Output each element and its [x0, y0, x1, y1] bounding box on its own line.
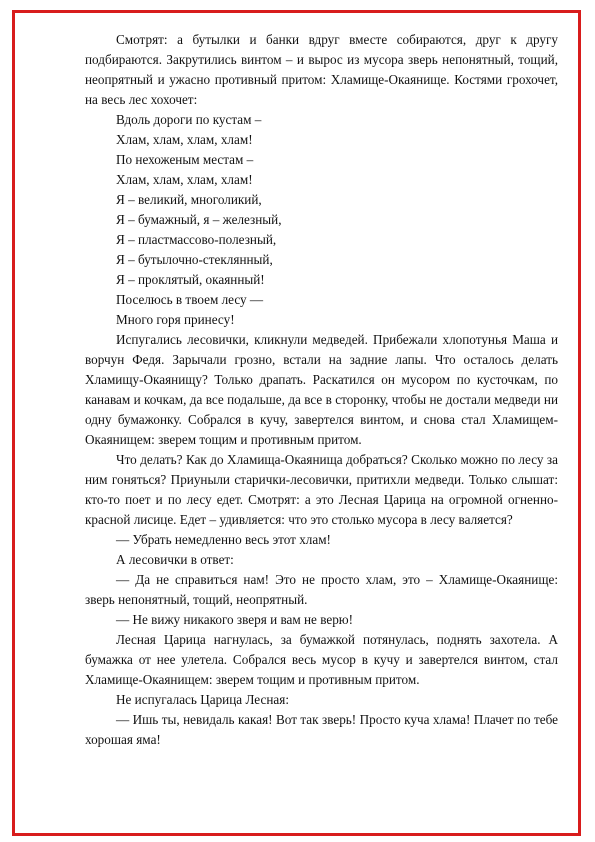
verse-line: Я – проклятый, окаянный! [116, 272, 265, 287]
dialogue-line: — Убрать немедленно весь этот хлам! [116, 532, 331, 547]
dialogue-line: — Ишь ты, невидаль какая! Вот так зверь! Просто куча хлама! Плачет по тебе хорошая яма! [85, 712, 558, 747]
dialogue-line: — Не вижу никакого зверя и вам не верю! [116, 612, 354, 627]
verse-line: Много горя принесу! [116, 312, 235, 327]
verse-line: Я – бутылочно-стеклянный, [116, 252, 273, 267]
verse-line: Хлам, хлам, хлам, хлам! [116, 172, 253, 187]
paragraph-queen-not-scared: Не испугалась Царица Лесная: [116, 692, 289, 707]
verse-line: Я – великий, многоликий, [116, 192, 262, 207]
paragraph-reply-intro: А лесовички в ответ: [116, 552, 234, 567]
document-body [85, 30, 558, 750]
verse-line: Хлам, хлам, хлам, хлам! [116, 132, 253, 147]
dialogue-line: — Да не справиться нам! Это не просто хлам, это – Хламище-Окаянище: зверь непонятный, тощий, неопрятный. [85, 572, 558, 607]
verse-line: Вдоль дороги по кустам – [116, 112, 262, 127]
verse-line: Я – пластмассово-полезный, [116, 232, 277, 247]
paragraph-bears: Испугались лесовички, кликнули медведей. Прибежали хлопотунья Маша и ворчун Федя. Зарычали грозно, встали на задние лапы. Что осталось делать Хламищу-Окаянищу? Только драпать. Раскатился он мусором по кусточкам, по канавам и кочкам, да все подальше, да все в сторонку, чтобы не достали медведи ни одну бумажонку. Собрался в кучу, завертелся винтом, и снова стал Хламищем-Окаянищем: зверем тощим и противным притом. [85, 332, 558, 447]
paragraph-paper-flies: Лесная Царица нагнулась, за бумажкой потянулась, поднять захотела. А бумажка от нее улетела. Собрался весь мусор в кучу и завертелся винтом, стал Хламище-Окаянищем: зверем тощим и противным притом. [85, 632, 558, 687]
verse-line: Поселюсь в твоем лесу — [116, 292, 264, 307]
verse-line: По нехоженым местам – [116, 152, 254, 167]
paragraph-forest-queen: Что делать? Как до Хламища-Окаянища добраться? Сколько можно по лесу за ним гоняться? Приуныли старички-лесовички, притихли медведи. Только слышат: кто-то поет и по лесу едет. Смотрят: а это Лесная Царица на огромной огненно-красной лисице. Едет – удивляется: что это столько мусора в лесу валяется? [85, 452, 558, 527]
verse-line: Я – бумажный, я – железный, [116, 212, 282, 227]
paragraph-intro: Смотрят: а бутылки и банки вдруг вместе собираются, друг к другу подбираются. Закрутились винтом – и вырос из мусора зверь непонятный, тощий, неопрятный и ужасно противный притом: Хламище-Окаянище. Костями грохочет, на весь лес хохочет: [85, 32, 558, 107]
